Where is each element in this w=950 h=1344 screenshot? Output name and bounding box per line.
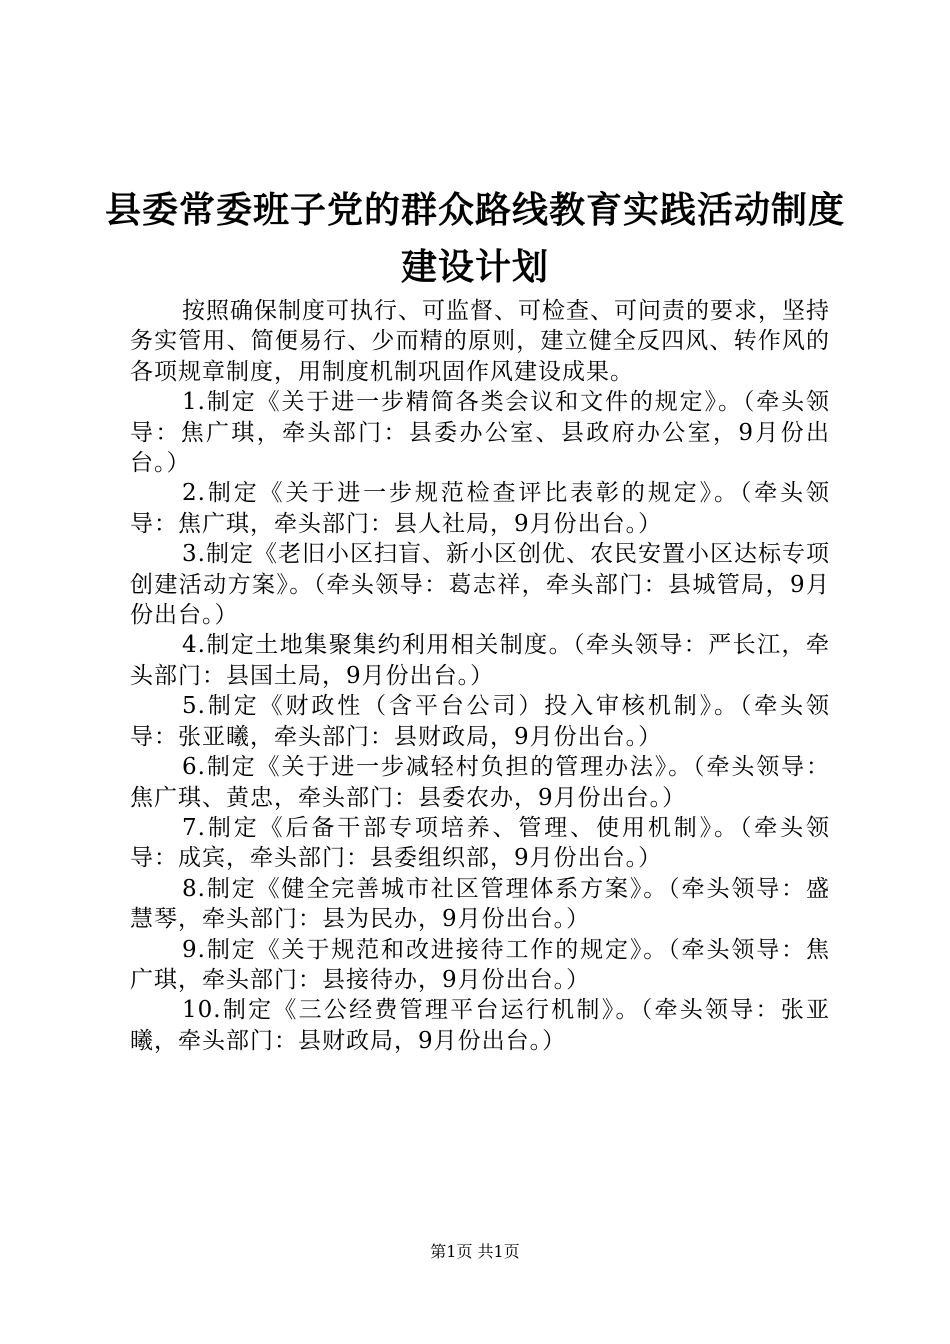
document-title-line-1: 县委常委班子党的群众路线教育实践活动制度 xyxy=(104,189,845,231)
plan-item-3: 3.制定《老旧小区扫盲、新小区创优、农民安置小区达标专项创建活动方案》。（牵头领导：葛志祥，牵头部门：县城管局，9月份出台。） xyxy=(130,541,830,629)
plan-item-1: 1.制定《关于进一步精简各类会议和文件的规定》。（牵头领导：焦广琪，牵头部门：县委办公室、县政府办公室，9月份出台。） xyxy=(130,389,830,477)
intro-paragraph: 按照确保制度可执行、可监督、可检查、可问责的要求，坚持务实管用、简便易行、少而精的原则，建立健全反四风、转作风的各项规章制度，用制度机制巩固作风建设成果。 xyxy=(130,298,830,385)
document-title-line-2: 建设计划 xyxy=(400,246,549,288)
plan-item-10: 10.制定《三公经费管理平台运行机制》。（牵头领导：张亚曦，牵头部门：县财政局，9月份出台。） xyxy=(130,997,830,1054)
plan-item-9: 9.制定《关于规范和改进接待工作的规定》。（牵头领导：焦广琪，牵头部门：县接待办，9月份出台。） xyxy=(130,936,830,993)
plan-item-7: 7.制定《后备干部专项培养、管理、使用机制》。（牵头领导：成宾，牵头部门：县委组织部，9月份出台。） xyxy=(130,814,830,872)
plan-item-4: 4.制定土地集聚集约利用相关制度。（牵头领导：严长江，牵头部门：县国土局，9月份出台。） xyxy=(130,632,830,689)
plan-item-5: 5.制定《财政性（含平台公司）投入审核机制》。（牵头领导：张亚曦，牵头部门：县财政局，9月份出台。） xyxy=(130,693,830,750)
plan-item-8: 8.制定《健全完善城市社区管理体系方案》。（牵头领导：盛慧琴，牵头部门：县为民办，9月份出台。） xyxy=(130,875,830,933)
page-number-footer: 第1页 共1页 xyxy=(430,1242,520,1261)
plan-item-2: 2.制定《关于进一步规范检查评比表彰的规定》。（牵头领导：焦广琪，牵头部门：县人社局，9月份出台。） xyxy=(130,480,830,537)
plan-item-6: 6.制定《关于进一步减轻村负担的管理办法》。（牵头领导：焦广琪、黄忠，牵头部门：县委农办，9月份出台。） xyxy=(130,754,830,811)
document-body xyxy=(130,296,830,1056)
